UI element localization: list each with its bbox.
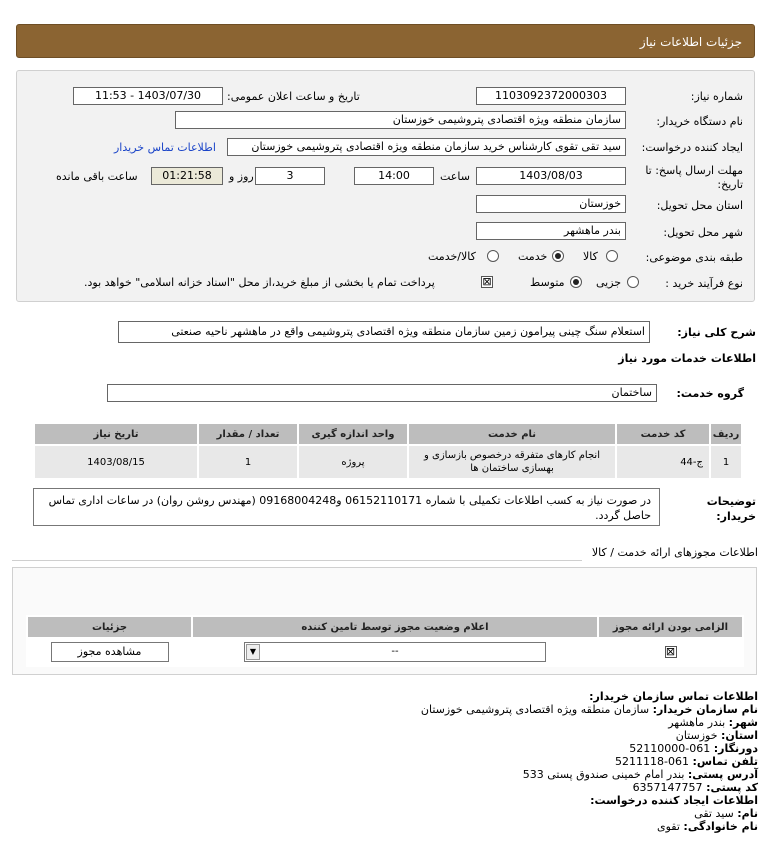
buyer-notes-label: توضیحات bbox=[706, 495, 756, 508]
announce-field: 1403/07/30 - 11:53 bbox=[73, 87, 223, 105]
category-radio-service[interactable] bbox=[552, 250, 564, 262]
creator-title: اطلاعات ایجاد کننده درخواست: bbox=[590, 794, 758, 807]
permits-divider bbox=[12, 560, 582, 561]
need-number-field: 1103092372000303 bbox=[476, 87, 626, 105]
buyer-org-field: سازمان منطقه ویژه اقتصادی پتروشیمی خوزستان bbox=[175, 111, 626, 129]
col-date: تاریخ نیاز bbox=[34, 423, 198, 445]
contact-section bbox=[18, 690, 758, 833]
chevron-down-icon[interactable]: ▼ bbox=[246, 644, 260, 660]
services-table-header bbox=[34, 423, 742, 445]
view-permit-button[interactable]: مشاهده مجوز bbox=[51, 642, 169, 662]
deadline-label-2: تاریخ: bbox=[717, 178, 743, 191]
category-option-goods-service: کالا/خدمت bbox=[428, 250, 476, 263]
services-table bbox=[33, 422, 743, 480]
contact-org: نام سازمان خریدار: سازمان منطقه ویژه اقتصادی پتروشیمی خوزستان bbox=[420, 703, 758, 716]
remaining-time-label: ساعت باقی مانده bbox=[56, 170, 138, 183]
city-field: بندر ماهشهر bbox=[476, 222, 626, 240]
permit-status-value: -- bbox=[391, 646, 399, 657]
permits-table-header bbox=[27, 616, 743, 638]
remaining-time-field: 01:21:58 bbox=[151, 167, 223, 185]
treasury-note: پرداخت تمام یا بخشی از مبلغ خرید،از محل "اسناد خزانه اسلامی" خواهد بود. bbox=[84, 276, 435, 289]
buyer-notes-box: در صورت نیاز به کسب اطلاعات تکمیلی با شماره 06152110171 و09168004248 (مهندس روشن روان) در ساعات اداری تماس حاصل گردد. bbox=[33, 488, 660, 526]
col-row: ردیف bbox=[710, 423, 742, 445]
contact-fax: دورنگار: 061-52110000 bbox=[629, 742, 758, 755]
permits-title: اطلاعات مجوزهای ارائه خدمت / کالا bbox=[591, 546, 758, 559]
deadline-time-label: ساعت bbox=[440, 170, 470, 183]
required-checkbox[interactable]: ⊠ bbox=[665, 645, 676, 658]
cell-date: 1403/08/15 bbox=[34, 445, 198, 479]
buyer-org-label: نام دستگاه خریدار: bbox=[656, 115, 743, 128]
deadline-time-field: 14:00 bbox=[354, 167, 434, 185]
service-group-label: گروه خدمت: bbox=[676, 387, 744, 400]
creator-name: نام: سید تقی bbox=[694, 807, 758, 820]
cell-required bbox=[598, 638, 743, 666]
buyer-notes-label-2: خریدار: bbox=[716, 510, 756, 523]
cell-qty: 1 bbox=[198, 445, 298, 479]
description-field: استعلام سنگ چینی پیرامون زمین سازمان منطقه ویژه اقتصادی پتروشیمی واقع در ماهشهر ناحیه صنعتی bbox=[118, 321, 650, 343]
cell-status bbox=[192, 638, 598, 666]
province-label: استان محل تحویل: bbox=[656, 199, 743, 212]
contact-address: آدرس پستی: بندر امام خمینی صندوق پستی 533 bbox=[522, 768, 758, 781]
category-option-goods: کالا bbox=[583, 250, 598, 263]
process-radio-medium[interactable] bbox=[570, 276, 582, 288]
services-section-title: اطلاعات خدمات مورد نیاز bbox=[618, 352, 756, 365]
description-label: شرح کلی نیاز: bbox=[677, 326, 756, 339]
contact-province: استان: خوزستان bbox=[675, 729, 758, 742]
treasury-checkbox[interactable]: ⊠ bbox=[482, 275, 492, 288]
deadline-days-field: 3 bbox=[255, 167, 325, 185]
creator-family: نام خانوادگی: تقوی bbox=[657, 820, 758, 833]
cell-name: انجام کارهای متفرقه درخصوص بازسازی و بهسازی ساختمان ها bbox=[408, 445, 616, 479]
page-header: جزئیات اطلاعات نیاز bbox=[16, 24, 755, 58]
process-option-minor: جزیی bbox=[596, 276, 622, 289]
col-code: کد خدمت bbox=[616, 423, 710, 445]
col-details: جزئیات bbox=[27, 616, 192, 638]
cell-row: 1 bbox=[710, 445, 742, 479]
cell-details bbox=[27, 638, 192, 666]
need-number-label: شماره نیاز: bbox=[690, 90, 743, 103]
buyer-contact-link[interactable]: اطلاعات تماس خریدار bbox=[114, 141, 216, 154]
contact-city: شهر: بندر ماهشهر bbox=[668, 716, 758, 729]
deadline-days-label: روز و bbox=[229, 170, 254, 183]
process-radio-minor[interactable] bbox=[627, 276, 639, 288]
col-name: نام خدمت bbox=[408, 423, 616, 445]
col-required: الزامی بودن ارائه مجوز bbox=[598, 616, 743, 638]
table-row bbox=[27, 638, 743, 666]
deadline-label: مهلت ارسال پاسخ: تا bbox=[645, 164, 743, 177]
category-radio-goods-service[interactable] bbox=[487, 250, 499, 262]
cell-unit: پروژه bbox=[298, 445, 408, 479]
category-option-service: خدمت bbox=[518, 250, 548, 263]
category-radio-goods[interactable] bbox=[606, 250, 618, 262]
permit-status-select[interactable] bbox=[244, 642, 546, 662]
contact-postal: کد پستی: 6357147757 bbox=[632, 781, 758, 794]
process-option-medium: متوسط bbox=[530, 276, 565, 289]
category-label: طبقه بندی موضوعی: bbox=[645, 251, 743, 264]
service-group-field: ساختمان bbox=[107, 384, 657, 402]
cell-code: ج-44 bbox=[616, 445, 710, 479]
contact-title: اطلاعات تماس سازمان خریدار: bbox=[589, 690, 758, 703]
col-qty: تعداد / مقدار bbox=[198, 423, 298, 445]
permits-table bbox=[26, 615, 744, 667]
contact-phone: تلفن تماس: 061-5211118 bbox=[615, 755, 758, 768]
process-label: نوع فرآیند خرید : bbox=[665, 277, 743, 290]
table-row bbox=[34, 445, 742, 479]
announce-label: تاریخ و ساعت اعلان عمومی: bbox=[227, 90, 360, 103]
creator-label: ایجاد کننده درخواست: bbox=[641, 141, 743, 154]
col-status: اعلام وضعیت مجوز توسط تامین کننده bbox=[192, 616, 598, 638]
creator-field: سید تقی تقوی کارشناس خرید سازمان منطقه ویژه اقتصادی پتروشیمی خوزستان bbox=[227, 138, 626, 156]
col-unit: واحد اندازه گیری bbox=[298, 423, 408, 445]
deadline-date-field: 1403/08/03 bbox=[476, 167, 626, 185]
province-field: خوزستان bbox=[476, 195, 626, 213]
city-label: شهر محل تحویل: bbox=[663, 226, 743, 239]
